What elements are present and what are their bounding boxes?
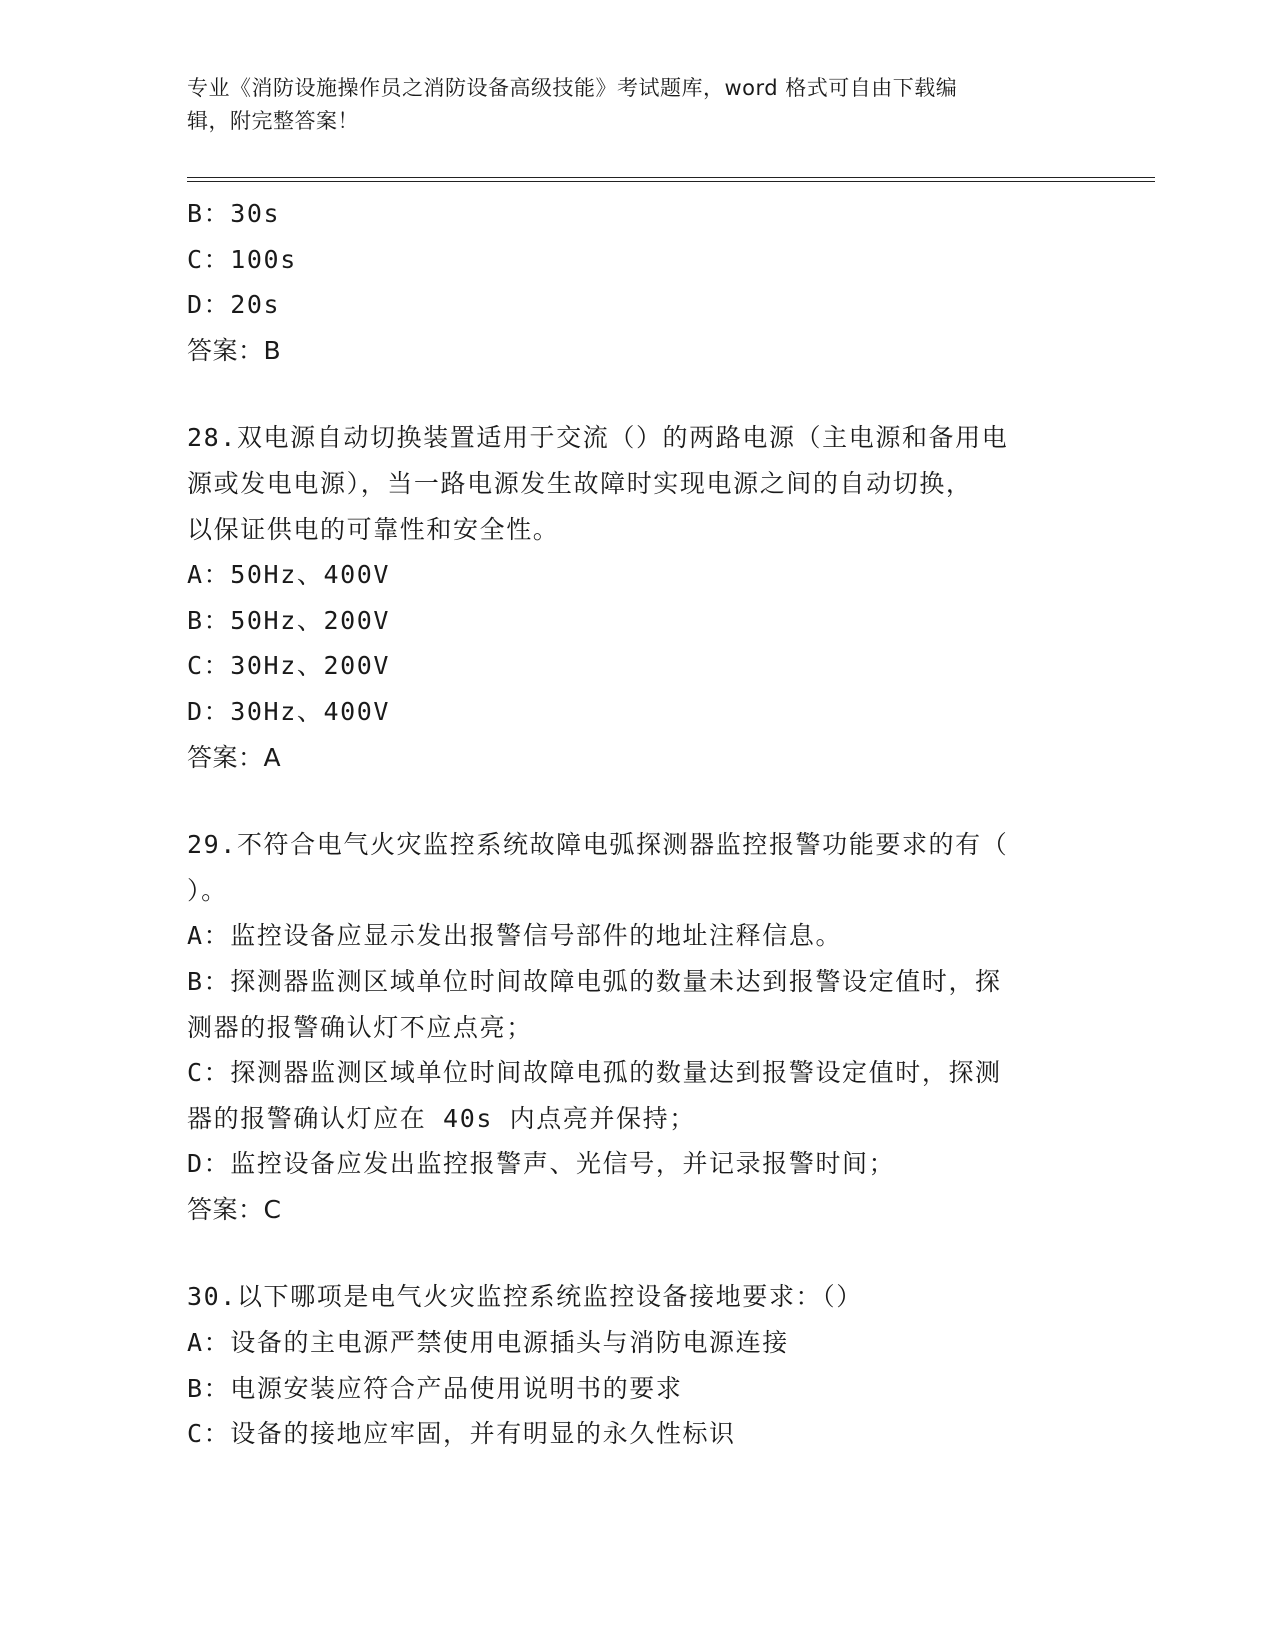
- option-a: A：50Hz、400V: [187, 560, 391, 590]
- question-stem-line: 以保证供电的可靠性和安全性。: [187, 514, 560, 544]
- answer-label: 答案：C: [187, 1194, 282, 1224]
- question-content: [187, 191, 1087, 1457]
- option-d: D：30Hz、400V: [187, 696, 391, 726]
- header-divider-top: [187, 177, 1155, 178]
- page-header: [187, 72, 1067, 138]
- option-b: B：30s: [187, 199, 281, 228]
- option-b: B：50Hz、200V: [187, 605, 391, 635]
- option-b: B：探测器监测区域单位时间故障电弧的数量未达到报警设定值时，探: [187, 966, 1002, 996]
- option-c: C：探测器监测区域单位时间故障电孤的数量达到报警设定值时，探测: [187, 1058, 1002, 1088]
- answer-label: 答案：B: [187, 335, 282, 365]
- question-stem-line: 源或发电电源），当一路电源发生故障时实现电源之间的自动切换，: [187, 468, 973, 498]
- option-b: B：电源安装应符合产品使用说明书的要求: [187, 1373, 683, 1403]
- question-stem-line: 30.以下哪项是电气火灾监控系统监控设备接地要求：（）: [187, 1282, 863, 1312]
- header-line-1: 专业《消防设施操作员之消防设备高级技能》考试题库，word 格式可自由下载编: [187, 76, 958, 100]
- option-c: C：100s: [187, 244, 297, 274]
- header-divider-bottom: [187, 181, 1155, 182]
- option-d: D：监控设备应发出监控报警声、光信号，并记录报警时间；: [187, 1149, 896, 1179]
- question-27: [187, 191, 1087, 373]
- spacer: [187, 1232, 1087, 1274]
- option-a: A：设备的主电源严禁使用电源插头与消防电源连接: [187, 1328, 789, 1358]
- option-c: C：设备的接地应牢固，并有明显的永久性标识: [187, 1419, 736, 1449]
- spacer: [187, 373, 1087, 415]
- question-stem-line: 29.不符合电气火灾监控系统故障电弧探测器监控报警功能要求的有（: [187, 830, 1009, 860]
- question-stem-line: 28.双电源自动切换装置适用于交流（）的两路电源（主电源和备用电: [187, 423, 1009, 453]
- question-28: [187, 415, 1087, 780]
- header-line-2: 辑，附完整答案！: [187, 109, 359, 133]
- option-b-continued: 测器的报警确认灯不应点亮；: [187, 1012, 533, 1042]
- question-29: [187, 822, 1087, 1232]
- option-a: A：监控设备应显示发出报警信号部件的地址注释信息。: [187, 921, 843, 951]
- spacer: [187, 780, 1087, 822]
- option-c: C：30Hz、200V: [187, 651, 391, 681]
- question-30: [187, 1274, 1087, 1456]
- option-c-continued: 器的报警确认灯应在 40s 内点亮并保持；: [187, 1103, 696, 1133]
- answer-label: 答案：A: [187, 742, 282, 772]
- option-d: D：20s: [187, 290, 281, 320]
- question-stem-line: ）。: [187, 875, 228, 905]
